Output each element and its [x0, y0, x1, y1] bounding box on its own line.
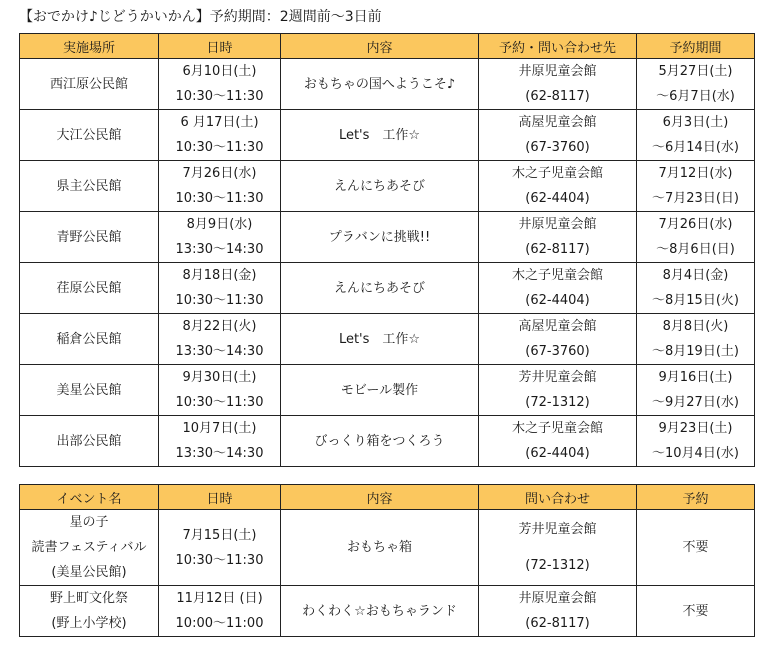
datetime-cell [159, 59, 281, 110]
contact-name: 高屋児童会館 [518, 115, 597, 130]
table-row [20, 365, 755, 416]
contact-tel: (72-1312) [525, 395, 590, 410]
content-cell [281, 59, 479, 110]
content-cell [281, 110, 479, 161]
period-start: 7月12日(水) [658, 166, 733, 181]
date-label: 10月7日(土) [182, 421, 257, 436]
period-end: ～10月4日(水) [652, 446, 739, 461]
period-start: 9月23日(土) [658, 421, 733, 436]
place-label: 美星公民館 [56, 382, 122, 398]
date-label: 8月18日(金) [182, 268, 257, 283]
content-cell [281, 416, 479, 467]
header-period: 予約期間 [637, 34, 755, 59]
period-cell [637, 59, 755, 110]
content-cell [281, 212, 479, 263]
period-end: ～7月23日(日) [652, 191, 739, 206]
contact-name: 木之子児童会館 [511, 421, 603, 436]
table-row [20, 263, 755, 314]
content-label: わくわく☆おもちゃランド [302, 603, 457, 619]
time-label: 10:30～11:30 [175, 89, 264, 104]
datetime-cell [159, 110, 281, 161]
time-label: 13:30～14:30 [175, 446, 264, 461]
header-content: 内容 [281, 485, 479, 510]
contact-cell [479, 365, 637, 416]
event-name-line: 読書フェスティバル [31, 540, 147, 555]
contact-cell [479, 110, 637, 161]
event-name-line: (美星公民館) [51, 565, 127, 580]
event-header-row [20, 485, 755, 510]
event-name-cell [20, 510, 159, 586]
period-start: 6月3日(土) [662, 115, 729, 130]
place-cell [20, 59, 159, 110]
period-start: 5月27日(土) [658, 64, 733, 79]
datetime-cell [159, 212, 281, 263]
datetime-cell [159, 263, 281, 314]
place-cell [20, 110, 159, 161]
table-row [20, 416, 755, 467]
period-cell [637, 263, 755, 314]
time-label: 10:30～11:30 [175, 140, 264, 155]
contact-name: 木之子児童会館 [511, 268, 603, 283]
period-start: 8月8日(火) [662, 319, 729, 334]
table-row [20, 586, 755, 637]
content-label: びっくり箱をつくろう [314, 433, 445, 449]
place-cell [20, 263, 159, 314]
place-label: 出部公民館 [56, 433, 122, 449]
content-cell [281, 510, 479, 586]
period-cell [637, 314, 755, 365]
contact-tel: (67-3760) [525, 344, 590, 359]
datetime-cell [159, 365, 281, 416]
contact-name: 木之子児童会館 [511, 166, 603, 181]
period-end: ～9月27日(水) [652, 395, 739, 410]
contact-cell [479, 416, 637, 467]
event-name-line: (野上小学校) [51, 616, 127, 631]
contact-name: 井原児童会館 [518, 64, 597, 79]
date-label: 6 月17日(土) [180, 115, 259, 130]
place-label: 大江公民館 [56, 127, 122, 143]
content-label: プラバンに挑戦!! [328, 229, 431, 245]
contact-name: 芳井児童会館 [518, 521, 597, 537]
period-end: ～6月14日(水) [652, 140, 739, 155]
header-content: 内容 [281, 34, 479, 59]
place-cell [20, 365, 159, 416]
content-cell [281, 161, 479, 212]
time-label: 13:30～14:30 [175, 344, 264, 359]
content-cell [281, 263, 479, 314]
place-label: 県主公民館 [56, 178, 122, 194]
content-label: モビール製作 [340, 382, 419, 398]
period-cell [637, 161, 755, 212]
header-inquiry: 問い合わせ [479, 485, 637, 510]
date-label: 8月22日(火) [182, 319, 257, 334]
content-cell [281, 365, 479, 416]
period-cell [637, 416, 755, 467]
contact-tel: (72-1312) [525, 557, 590, 573]
place-label: 荏原公民館 [56, 280, 122, 296]
period-end: ～8月15日(火) [652, 293, 739, 308]
place-cell [20, 314, 159, 365]
period-end: ～8月19日(土) [652, 344, 739, 359]
period-cell [637, 365, 755, 416]
time-label: 10:30～11:30 [175, 395, 264, 410]
contact-name: 井原児童会館 [518, 217, 597, 232]
contact-tel: (67-3760) [525, 140, 590, 155]
contact-tel: (62-8117) [525, 242, 590, 257]
reservation-cell [637, 586, 755, 637]
header-place: 実施場所 [20, 34, 159, 59]
date-label: 9月30日(土) [182, 370, 257, 385]
period-start: 7月26日(水) [658, 217, 733, 232]
table-row [20, 161, 755, 212]
header-datetime: 日時 [159, 34, 281, 59]
date-label: 7月15日(土) [182, 527, 257, 543]
period-cell [637, 110, 755, 161]
contact-tel: (62-4404) [525, 446, 590, 461]
content-label: えんにちあそび [333, 280, 425, 296]
date-label: 6月10日(土) [182, 64, 257, 79]
table-row [20, 59, 755, 110]
contact-cell [479, 161, 637, 212]
contact-cell [479, 263, 637, 314]
schedule-table [19, 33, 755, 467]
period-cell [637, 212, 755, 263]
contact-cell [479, 510, 637, 586]
contact-name: 芳井児童会館 [518, 370, 597, 385]
place-label: 青野公民館 [56, 229, 122, 245]
contact-cell [479, 59, 637, 110]
contact-tel: (62-4404) [525, 191, 590, 206]
date-label: 7月26日(水) [182, 166, 257, 181]
event-name-cell [20, 586, 159, 637]
place-cell [20, 416, 159, 467]
contact-name: 井原児童会館 [518, 591, 597, 606]
header-event-name: イベント名 [20, 485, 159, 510]
contact-name: 高屋児童会館 [518, 319, 597, 334]
place-label: 稲倉公民館 [56, 331, 122, 347]
period-end: ～8月6日(日) [656, 242, 735, 257]
period-end: ～6月7日(水) [656, 89, 735, 104]
header-contact: 予約・問い合わせ先 [479, 34, 637, 59]
page-title: 【おでかけ♪じどうかいかん】予約期間：2週間前～3日前 [19, 9, 382, 25]
contact-cell [479, 586, 637, 637]
contact-tel: (62-4404) [525, 293, 590, 308]
contact-tel: (62-8117) [525, 616, 590, 631]
place-cell [20, 212, 159, 263]
content-cell [281, 314, 479, 365]
reservation-cell [637, 510, 755, 586]
time-label: 10:00～11:00 [175, 616, 264, 631]
place-cell [20, 161, 159, 212]
content-cell [281, 586, 479, 637]
content-label: おもちゃの国へようこそ♪ [303, 76, 456, 92]
content-label: おもちゃ箱 [346, 540, 412, 555]
datetime-cell [159, 416, 281, 467]
header-datetime: 日時 [159, 485, 281, 510]
time-label: 10:30～11:30 [175, 293, 264, 308]
table-row [20, 110, 755, 161]
reservation-label: 不要 [682, 540, 709, 555]
datetime-cell [159, 586, 281, 637]
contact-tel: (62-8117) [525, 89, 590, 104]
content-label: Let's 工作☆ [338, 331, 421, 347]
time-label: 10:30～11:30 [175, 552, 264, 568]
time-label: 10:30～11:30 [175, 191, 264, 206]
datetime-cell [159, 161, 281, 212]
reservation-label: 不要 [682, 603, 709, 619]
event-table [19, 484, 755, 637]
date-label: 8月9日(水) [186, 217, 253, 232]
content-label: Let's 工作☆ [338, 127, 421, 143]
place-label: 西江原公民館 [49, 76, 128, 92]
datetime-cell [159, 510, 281, 586]
contact-cell [479, 314, 637, 365]
contact-cell [479, 212, 637, 263]
event-name-line: 星の子 [69, 515, 109, 530]
table-row [20, 510, 755, 586]
datetime-cell [159, 314, 281, 365]
table-row [20, 212, 755, 263]
schedule-header-row [20, 34, 755, 59]
date-label: 11月12日 (日) [176, 591, 263, 606]
table-row [20, 314, 755, 365]
header-reservation: 予約 [637, 485, 755, 510]
period-start: 8月4日(金) [662, 268, 729, 283]
event-name-line: 野上町文化祭 [49, 591, 128, 606]
content-label: えんにちあそび [333, 178, 425, 194]
time-label: 13:30～14:30 [175, 242, 264, 257]
period-start: 9月16日(土) [658, 370, 733, 385]
